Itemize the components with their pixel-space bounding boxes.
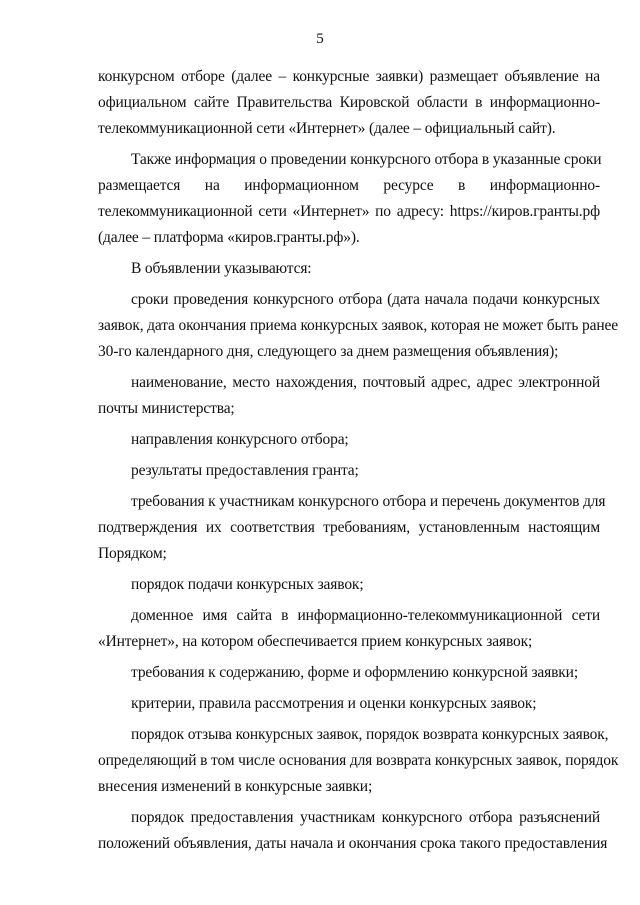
text-line: В объявлении указываются: [131, 260, 312, 277]
text-line: положений объявления, даты начала и окончания срока такого предоставления [98, 835, 608, 852]
text-line: порядок предоставления участникам конкурсного отбора разъяснений [131, 809, 600, 826]
text-line: критерии, правила рассмотрения и оценки конкурсных заявок; [131, 695, 537, 712]
list-item-deadlines [98, 287, 618, 365]
list-item-directions [98, 427, 600, 453]
paragraph-platform-info [98, 147, 600, 251]
text-line: конкурсном отборе (далее – конкурсные заявки) размещает объявление на [98, 68, 600, 85]
page-number: 5 [316, 31, 324, 47]
text-line: телекоммуникационной сети «Интернет» (далее – официальный сайт). [98, 120, 556, 137]
text-line: официальном сайте Правительства Кировской области в информационно- [98, 94, 600, 111]
text-line: внесения изменений в конкурсные заявки; [98, 778, 373, 795]
text-line: требования к содержанию, форме и оформлению конкурсной заявки; [131, 664, 578, 681]
text-line: наименование, место нахождения, почтовый адрес, адрес электронной [131, 374, 600, 391]
list-item-grant-results [98, 458, 600, 484]
list-item-content-requirements [98, 660, 600, 686]
list-item-domain-name [98, 603, 600, 655]
list-item-withdrawal-order [98, 722, 619, 800]
text-line: подтверждения их соответствия требованиям, установленным настоящим [98, 519, 600, 536]
text-line: направления конкурсного отбора; [131, 431, 349, 448]
text-line: определяющий в том числе основания для возврата конкурсных заявок, порядок [98, 752, 619, 769]
list-item-ministry-contacts [98, 370, 600, 422]
text-line: Также информация о проведении конкурсного отбора в указанные сроки [131, 151, 602, 168]
text-line: доменное имя сайта в информационно-телекоммуникационной сети [131, 607, 600, 624]
paragraph-announcement-intro [98, 256, 600, 282]
text-line: сроки проведения конкурсного отбора (дата начала подачи конкурсных [131, 291, 600, 308]
text-line: порядок подачи конкурсных заявок; [131, 576, 364, 593]
text-line: результаты предоставления гранта; [131, 462, 359, 479]
list-item-clarifications [98, 805, 608, 857]
list-item-submission-order [98, 572, 600, 598]
list-item-participant-requirements [98, 489, 606, 567]
text-line: 30-го календарного дня, следующего за днем размещения объявления); [98, 343, 559, 360]
text-line: (далее – платформа «киров.гранты.рф»). [98, 229, 360, 246]
text-line: почты министерства; [98, 400, 235, 417]
paragraph-continuation [98, 64, 600, 142]
text-line: телекоммуникационной сети «Интернет» по адресу: https://киров.гранты.рф [98, 203, 600, 220]
list-item-evaluation-criteria [98, 691, 600, 717]
document-body [98, 64, 619, 857]
text-line: требования к участникам конкурсного отбора и перечень документов для [131, 493, 606, 510]
text-line: порядок отзыва конкурсных заявок, порядок возврата конкурсных заявок, [131, 726, 609, 743]
text-line: «Интернет», на котором обеспечивается прием конкурсных заявок; [98, 633, 533, 650]
text-line: Порядком; [98, 545, 167, 562]
text-line: заявок, дата окончания приема конкурсных заявок, которая не может быть ранее [98, 317, 618, 334]
text-line: размещается на информационном ресурсе в информационно- [98, 177, 600, 194]
